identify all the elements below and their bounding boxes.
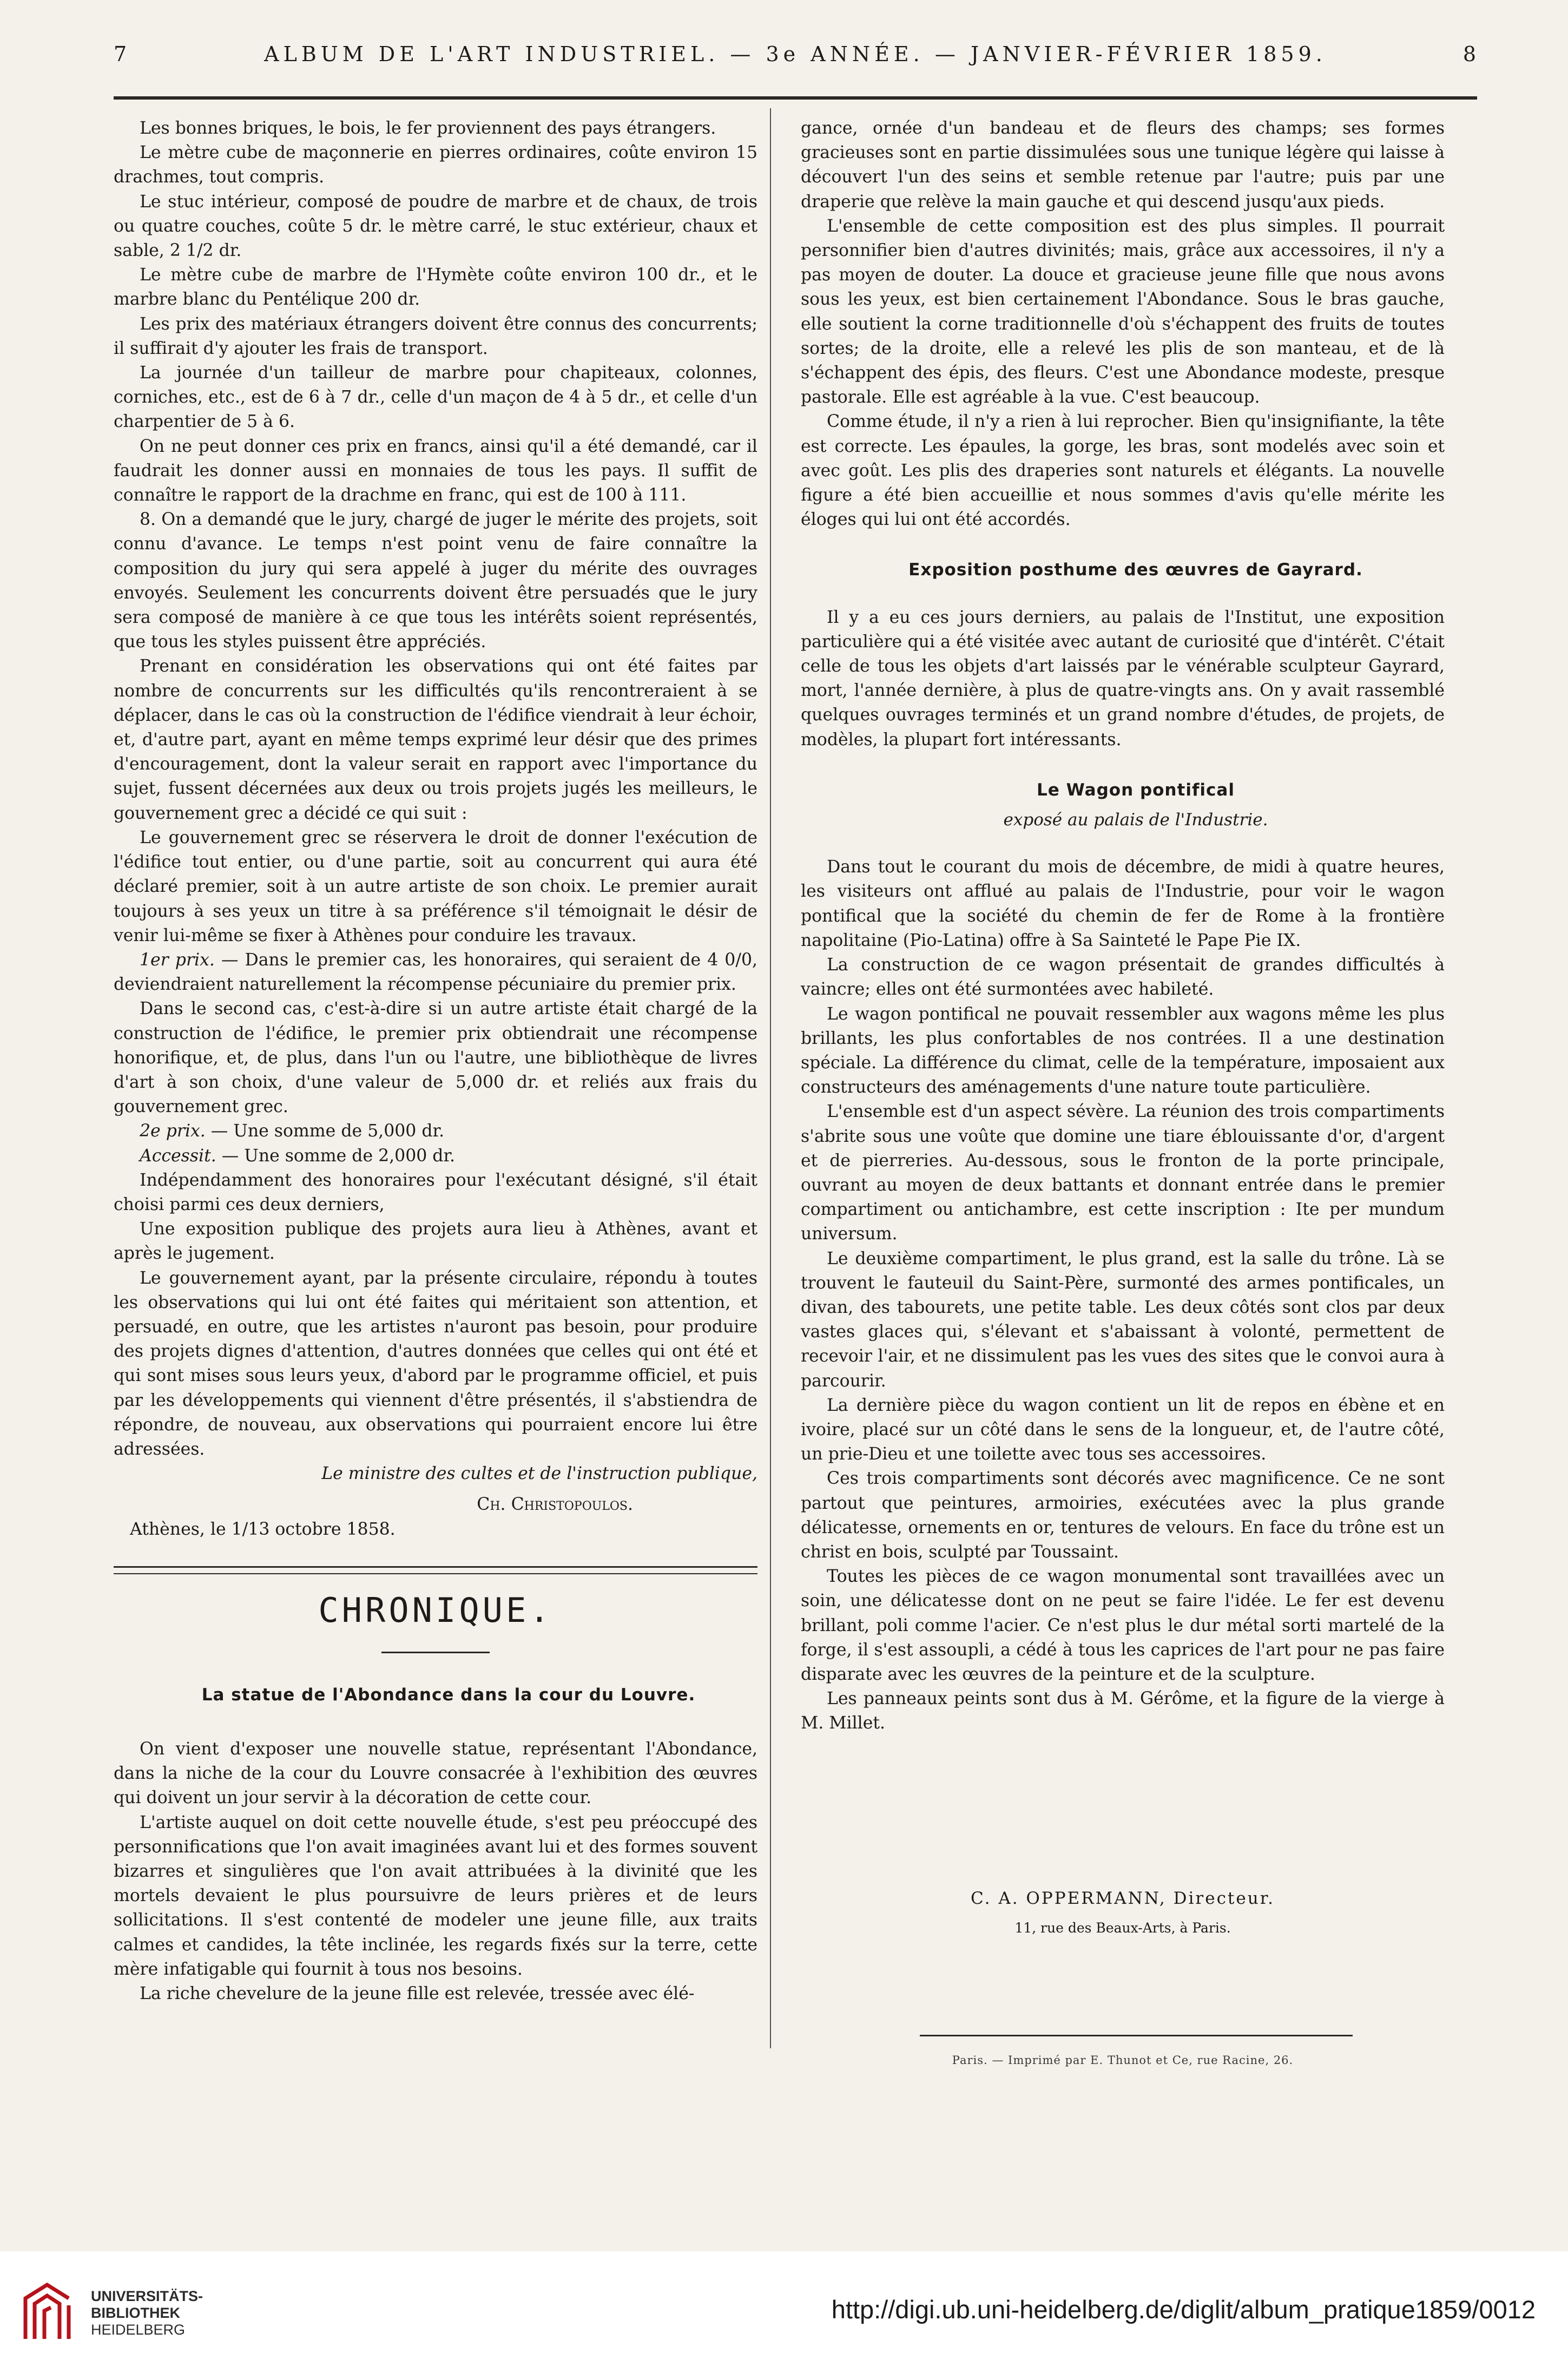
printer-imprint: Paris. — Imprimé par E. Thunot et Ce, rue Racine, 26. bbox=[952, 2054, 1294, 2067]
running-header bbox=[114, 34, 1477, 77]
paragraph: La journée d'un tailleur de marbre pour chapiteaux, colonnes, corniches, etc., est de 6 à 7 dr., celle d'un maçon de 4 à 5 dr., et celle d'un charpentier de 5 à 6. bbox=[114, 363, 757, 432]
paragraph: La dernière pièce du wagon contient un lit de repos en ébène et en ivoire, placé sur un côté dans le sens de la longueur, et, de l'autre côté, un prie-Dieu et une toilette avec tous ses accessoires. bbox=[801, 1395, 1445, 1464]
signature-name: Ch. Christopoulos. bbox=[477, 1495, 633, 1515]
ub-heidelberg-logo-icon[interactable] bbox=[17, 2279, 77, 2347]
dateline: Athènes, le 1/13 octobre 1858. bbox=[130, 1519, 396, 1539]
left-column bbox=[114, 116, 757, 2006]
paragraph: Dans le second cas, c'est-à-dire si un autre artiste était chargé de la construction de l'édifice, le premier prix obtiendrait une récompense honorifique, et, de plus, dans l'un ou l'autre, une bibliothèque de livres d'art à son choix, d'une valeur de 5,000 dr. et reliés aux frais du gouvernement grec. bbox=[114, 999, 757, 1117]
imprint-rule bbox=[920, 2035, 1353, 2036]
short-rule bbox=[381, 1652, 490, 1653]
header-rule bbox=[114, 96, 1477, 100]
paragraph: Les panneaux peints sont dus à M. Gérôme, et la figure de la vierge à M. Millet. bbox=[801, 1689, 1445, 1733]
first-prize-label: 1er prix. bbox=[140, 950, 215, 970]
paragraph: Le stuc intérieur, composé de poudre de marbre et de chaux, de trois ou quatre couches, coûte 5 dr. le mètre carré, le stuc extérieur, chaux et sable, 2 1/2 dr. bbox=[114, 192, 757, 261]
paragraph: La construction de ce wagon présentait de grandes difficultés à vaincre; elles ont été surmontées avec habileté. bbox=[801, 955, 1445, 1000]
library-name-line: UNIVERSITÄTS- bbox=[91, 2288, 203, 2304]
paragraph: 8. On a demandé que le jury, chargé de juger le mérite des projets, soit connu d'avance. Le temps n'est point venu de faire connaître la composition du jury qui sera appelé à juger du mérite des ouvrages envoyés. Seulement les concurrents doivent être persuadés que le jury sera composé de manière à ce que tous les intérêts soient représentés, que tous les styles puissent être appréciés. bbox=[114, 510, 757, 652]
paragraph: Les bonnes briques, le bois, le fer proviennent des pays étrangers. bbox=[140, 119, 716, 138]
paragraph: Le mètre cube de maçonnerie en pierres ordinaires, coûte environ 15 drachmes, tout compris. bbox=[114, 143, 757, 187]
paragraph: Une exposition publique des projets aura lieu à Athènes, avant et après le jugement. bbox=[114, 1219, 757, 1264]
paragraph: Le gouvernement ayant, par la présente circulaire, répondu à toutes les observations qui lui ont été faites qui méritaient son attention, et persuadé, en outre, que les artistes n'auront pas besoin, pour produire des projets dignes d'attention, d'autres données que celles qui ont été et qui sont mises sous leurs yeux, d'abord par le programme officiel, et puis par les développements qui viennent d'être présentés, il s'abstiendra de répondre, de nouveau, aux observations qui pourraient encore lui être adressées. bbox=[114, 1268, 757, 1459]
paragraph: Ces trois compartiments sont décorés avec magnificence. Ce ne sont partout que peintures, armoiries, exécutées avec la plus grande délicatesse, ornements en or, tentures de velours. En face du trône est un christ en bois, sculpté par Toussaint. bbox=[801, 1469, 1445, 1562]
paragraph: Le mètre cube de marbre de l'Hymète coûte environ 100 dr., et le marbre blanc du Pentélique 200 dr. bbox=[114, 265, 757, 310]
paragraph: Comme étude, il n'y a rien à lui reprocher. Bien qu'insignifiante, la tête est correcte. Les épaules, la gorge, les bras, sont modelés avec soin et avec goût. Les plis des draperies sont naturels et élégants. La nouvelle figure a été bien accueillie et nous sommes d'avis qu'elle mérite les éloges qui lui ont été accordés. bbox=[801, 412, 1445, 530]
library-name-line: BIBLIOTHEK bbox=[91, 2305, 180, 2321]
second-prize-label: 2e prix. bbox=[140, 1121, 206, 1141]
paragraph-first-prize bbox=[114, 948, 757, 997]
chronique-title: CHRONIQUE. bbox=[318, 1590, 553, 1630]
column-divider bbox=[770, 108, 771, 2048]
paragraph-second-prize bbox=[114, 1119, 757, 1143]
publisher-address: 11, rue des Beaux-Arts, à Paris. bbox=[1014, 1920, 1231, 1936]
paragraph: Dans tout le courant du mois de décembre, de midi à quatre heures, les visiteurs ont afflué au palais de l'Industrie, pour voir le wagon pontifical que la société du chemin de fer de Rome à la frontière napolitaine (Pio-Latina) offre à Sa Sainteté le Pape Pie IX. bbox=[801, 857, 1445, 950]
paragraph: Les prix des matériaux étrangers doivent être connus des concurrents; il suffirait d'y ajouter les frais de transport. bbox=[114, 314, 757, 358]
paragraph: L'ensemble est d'un aspect sévère. La réunion des trois compartiments s'abrite sous une voûte que domine une tiare éblouissante d'or, d'argent et de pierreries. Au-dessous, sous le fronton de la porte principale, ouvrant au moyen de deux battants et donnant entrée dans le premier compartiment ou antichambre, est cette inscription : Ite per mundum universum. bbox=[801, 1102, 1445, 1244]
paragraph: Toutes les pièces de ce wagon monumental sont travaillées avec un soin, une délicatesse dont on ne peut se faire l'idée. Le fer est devenu brillant, poli comme l'acier. Ce n'est plus le dur métal sorti martelé de la forge, il s'est assoupli, a cédé à tous les caprices de l'art pour ne pas faire disparate avec les œuvres de la peinture et de la sculpture. bbox=[801, 1567, 1445, 1684]
first-prize-text: — Dans le premier cas, les honoraires, qui seraient de 4 0/0, deviendraient naturellement la récompense pécuniaire du premier prix. bbox=[114, 950, 758, 995]
statue-heading: La statue de l'Abondance dans la cour du Louvre. bbox=[201, 1685, 696, 1705]
page-number-right: 8 bbox=[1462, 42, 1477, 66]
right-column bbox=[801, 116, 1445, 1736]
paragraph: Prenant en considération les observations qui ont été faites par nombre de concurrents sur les difficultés qu'ils rencontreraient à se déplacer, dans le cas où la construction de l'édifice viendrait à leur échoir, et, d'autre part, ayant en même temps exprimé leur désir que des primes d'encouragement, dont la valeur serait en rapport avec l'importance du sujet, fussent décernées aux deux ou trois projets jugés les meilleurs, le gouvernement grec a décidé ce qui suit : bbox=[114, 656, 757, 823]
paragraph: On vient d'exposer une nouvelle statue, représentant l'Abondance, dans la niche de la cour du Louvre consacrée à l'exhibition des œuvres qui doivent un jour servir à la décoration de cette cour. bbox=[114, 1739, 757, 1808]
signature-line: Le ministre des cultes et de l'instruction publique, bbox=[321, 1464, 757, 1484]
accessit-text: — Une somme de 2,000 dr. bbox=[216, 1146, 456, 1166]
accessit-label: Accessit. bbox=[140, 1146, 216, 1166]
paragraph: L'ensemble de cette composition est des plus simples. Il pourrait personnifier bien d'autres divinités; mais, grâce aux accessoires, il n'y a pas moyen de douter. La douce et gracieuse jeune fille que nous avons sous les yeux, est bien certainement l'Abondance. Sous le bras gauche, elle soutient la corne traditionnelle d'où s'échappent des fruits de toutes sortes; de la droite, elle a relevé les plis de son manteau, et de là s'échappent des épis, des fleurs. C'est une Abondance modeste, presque pastorale. Elle est agréable à la vue. C'est beaucoup. bbox=[801, 216, 1445, 407]
document-url-link[interactable]: http://digi.ub.uni-heidelberg.de/diglit/album_pratique1859/0012 bbox=[831, 2295, 1536, 2324]
library-name bbox=[91, 2288, 203, 2338]
journal-title: ALBUM DE L'ART INDUSTRIEL. — 3e ANNÉE. — JANVIER-FÉVRIER 1859. bbox=[264, 42, 1327, 66]
director-name: C. A. OPPERMANN, Directeur. bbox=[971, 1889, 1275, 1908]
paragraph: Le deuxième compartiment, le plus grand, est la salle du trône. Là se trouvent le fauteuil du Saint-Père, surmonté des armes pontificales, un divan, des tabourets, une petite table. Les deux côtés sont clos par deux vastes glaces qui, s'élevant et s'abaissant à volonté, permettent de recevoir l'air, et ne dissimulent pas les vues des sites que le convoi aura à parcourir. bbox=[801, 1248, 1445, 1391]
paragraph: Indépendamment des honoraires pour l'exécutant désigné, s'il était choisi parmi ces deux derniers, bbox=[114, 1170, 757, 1214]
viewer-footer bbox=[0, 2251, 1568, 2373]
paragraph: La riche chevelure de la jeune fille est relevée, tressée avec élé- bbox=[140, 1984, 695, 2004]
publisher-signature bbox=[801, 1889, 1445, 1936]
paragraph: L'artiste auquel on doit cette nouvelle étude, s'est peu préoccupé des personnifications que l'on avait imaginées avant lui et des formes souvent bizarres et singulières que l'on avait attribuées à la divinité que les mortels devaient le plus poursuivre de leurs prières et de leurs sollicitations. Il s'est contenté de modeler une jeune fille, aux traits calmes et candides, la tête inclinée, les regards fixés sur la terre, cette mère infatigable qui fournit à tous nos besoins. bbox=[114, 1812, 757, 1979]
second-prize-text: — Une somme de 5,000 dr. bbox=[205, 1121, 445, 1141]
section-double-rule bbox=[114, 1566, 757, 1574]
paragraph: gance, ornée d'un bandeau et de fleurs des champs; ses formes gracieuses sont en partie dissimulées sous une tunique légère qui laisse à découvert l'un des seins et semble retenue par l'autre; puis par une draperie que relève la main gauche et qui descend jusqu'aux pieds. bbox=[801, 119, 1445, 212]
paragraph: Le wagon pontifical ne pouvait ressembler aux wagons même les plus brillants, les plus confortables de nos contrées. Il a une destination spéciale. La différence du climat, celle de la température, imposaient aux constructeurs des aménagements d'une nature toute particulière. bbox=[801, 1004, 1445, 1097]
paragraph-accessit bbox=[114, 1144, 757, 1168]
wagon-subheading: exposé au palais de l'Industrie. bbox=[1003, 810, 1268, 830]
page-number-left: 7 bbox=[114, 42, 128, 66]
wagon-heading: Le Wagon pontifical bbox=[1037, 780, 1235, 800]
paragraph: On ne peut donner ces prix en francs, ainsi qu'il a été demandé, car il faudrait les donner aussi en monnaies de tous les pays. Il suffit de connaître le rapport de la drachme en franc, qui est de 100 à 111. bbox=[114, 436, 757, 505]
gayrard-heading: Exposition posthume des œuvres de Gayrard. bbox=[908, 560, 1363, 580]
library-name-line: HEIDELBERG bbox=[91, 2322, 186, 2338]
paragraph: Il y a eu ces jours derniers, au palais de l'Institut, une exposition particulière qui a été visitée avec autant de curiosité que d'intérêt. C'était celle de tous les objets d'art laissés par le vénérable sculpteur Gayrard, mort, l'année dernière, à plus de quatre-vingts ans. On y avait rassemblé quelques ouvrages terminés et un grand nombre d'études, de projets, de modèles, la plupart fort intéressants. bbox=[801, 607, 1445, 750]
paragraph: Le gouvernement grec se réservera le droit de donner l'exécution de l'édifice tout entier, ou d'une partie, soit au concurrent qui aura été déclaré premier, soit à un autre artiste de son choix. Le premier aurait toujours à ses yeux un titre à sa préférence s'il témoignait le désir de venir lui-même se fixer à Athènes pour conduire les travaux. bbox=[114, 827, 757, 945]
